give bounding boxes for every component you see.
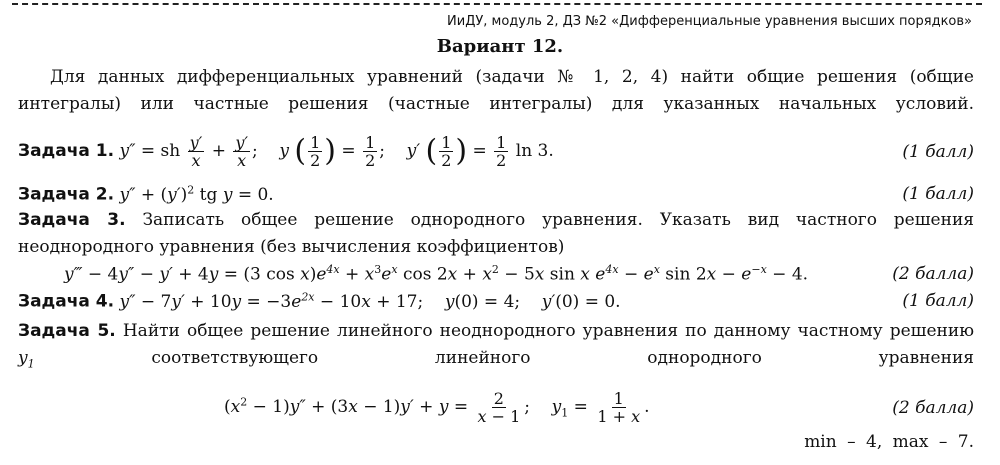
task-1-label: Задача 1.	[18, 141, 115, 161]
task-1-equation: y″ = sh $\frac{y'}{x}$ + $\frac{y'}{x}$ ; y ( $\frac{1}{2}$ ) = $\frac{1}{2}$ ; y′ ( $\frac{1}{2}$ ) = $\frac{1}{2}$ ln 3.	[119, 133, 554, 170]
task-5	[18, 318, 974, 377]
task-3	[18, 207, 974, 261]
score-range: min – 4, max – 7.	[804, 432, 974, 452]
task-4-points: (1 балл)	[902, 290, 974, 311]
task-4-equation: $y'' - 7y' + 10y = -3e^{2x} - 10x + 17$; y(0) = 4; y′(0) = 0.	[119, 290, 621, 312]
task-5-equation: $(x^2 - 1)y'' + (3x - 1)y' + y$ = $\frac{2}{x - 1}$ ; $y_1$ = $\frac{1}{1 + x}$ .	[224, 389, 650, 426]
task-5-y1: $y_1$	[18, 348, 35, 371]
task-1-content	[18, 134, 554, 169]
dashed-separator	[12, 3, 982, 5]
task-2	[18, 183, 974, 205]
task-1	[18, 134, 974, 169]
task-2-label: Задача 2.	[18, 184, 115, 205]
variant-title: Вариант 12.	[436, 36, 564, 57]
task-4	[18, 290, 974, 312]
task-3-text: Записать общее решение однородного уравнения. Указать вид частного решения неоднородного уравнения (без вычисления коэффициентов)	[18, 210, 974, 257]
task-2-points: (1 балл)	[902, 183, 974, 204]
task-5-equation-row	[224, 390, 974, 425]
task-3-points: (2 балла)	[892, 263, 974, 284]
task-4-content	[18, 290, 621, 312]
course-header: ИиДУ, модуль 2, ДЗ №2 «Дифференциальные уравнения высших порядков»	[447, 14, 972, 29]
task-1-points: (1 балл)	[902, 141, 974, 162]
task-5-points: (2 балла)	[892, 397, 974, 418]
task-5-text: Найти общее решение линейного неоднородного уравнения по данному частному решению	[122, 321, 974, 341]
task-4-label: Задача 4.	[18, 291, 115, 312]
task-3-equation-row	[64, 263, 974, 285]
task-3-label: Задача 3.	[18, 210, 126, 230]
intro-paragraph: Для данных дифференциальных уравнений (задачи № 1, 2, 4) найти общие решения (общие интегралы) или частные решения (частные интегралы) для указанных начальных условий.	[18, 67, 974, 114]
task-3-equation: y‴ − 4y″ − y′ + 4y = (3 $\cos x)e^{4x} + x^3e^x$ $\cos 2x + x^2 - 5x$ sin x $e^{4x} - e^x$ $\sin 2x - e^{-x} - 4$.	[64, 263, 809, 285]
task-5-text-2: соответствующего линейного однородного уравнения	[151, 348, 975, 368]
task-2-equation: $y'' + (y')^2$ tg y = 0.	[119, 183, 274, 205]
task-5-label: Задача 5.	[18, 321, 116, 341]
task-2-content	[18, 183, 274, 205]
